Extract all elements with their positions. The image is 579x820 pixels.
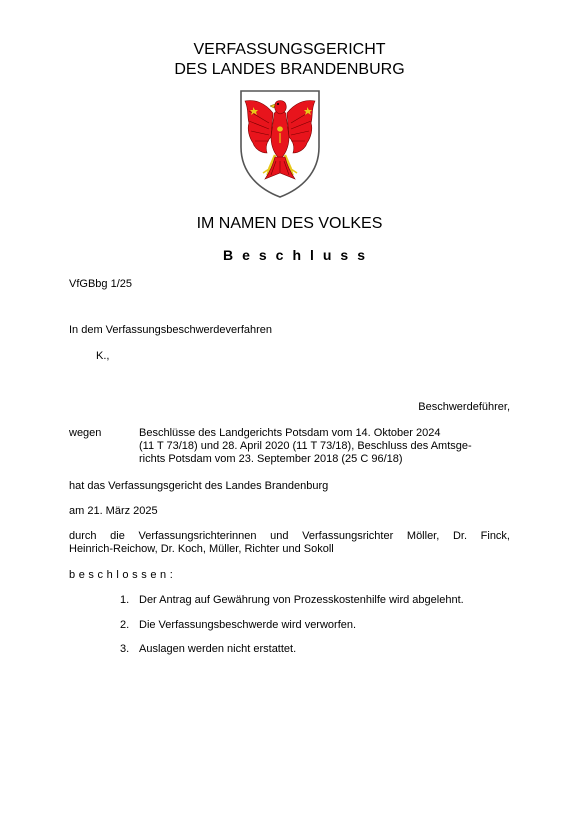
- im-namen-des-volkes-heading: IM NAMEN DES VOLKES: [196, 215, 383, 232]
- judges-line-1: durch die Verfassungsrichterinnen und Verfassungsrichter Möller, Dr. Finck,: [69, 530, 510, 542]
- party-role: Beschwerdeführer,: [418, 401, 510, 413]
- judges-line-2: Heinrich-Reichow, Dr. Koch, Müller, Richter und Sokoll: [69, 543, 334, 555]
- beschlossen-label: beschlossen:: [69, 569, 177, 581]
- decision-text-1: Der Antrag auf Gewährung von Prozesskostenhilfe wird abgelehnt.: [139, 594, 464, 606]
- decision-text-2: Die Verfassungsbeschwerde wird verworfen.: [139, 619, 357, 631]
- wegen-line-2: (11 T 73/18) und 28. April 2020 (11 T 73/18), Beschluss des Amtsge-: [139, 440, 472, 452]
- case-number: VfGBbg 1/25: [69, 278, 132, 290]
- court-name-line-1: VERFASSUNGSGERICHT: [193, 41, 386, 58]
- decision-number-1: 1.: [120, 594, 130, 606]
- party-name: K.,: [96, 350, 110, 362]
- decision-number-2: 2.: [120, 619, 130, 631]
- wegen-line-1: Beschlüsse des Landgerichts Potsdam vom 14. Oktober 2024: [139, 427, 441, 439]
- document-type-heading: Beschluss: [222, 247, 375, 263]
- decision-text-3: Auslagen werden nicht erstattet.: [139, 643, 297, 655]
- brandenburg-eagle-crest-icon: [239, 89, 321, 199]
- wegen-label: wegen: [69, 427, 102, 439]
- wegen-line-3: richts Potsdam vom 23. September 2018 (25 C 96/18): [139, 453, 403, 465]
- court-statement: hat das Verfassungsgericht des Landes Brandenburg: [69, 480, 329, 492]
- court-name-line-2: DES LANDES BRANDENBURG: [174, 61, 405, 78]
- proceedings-intro: In dem Verfassungsbeschwerdeverfahren: [69, 324, 273, 336]
- decision-number-3: 3.: [120, 643, 130, 655]
- decision-date: am 21. März 2025: [69, 505, 158, 517]
